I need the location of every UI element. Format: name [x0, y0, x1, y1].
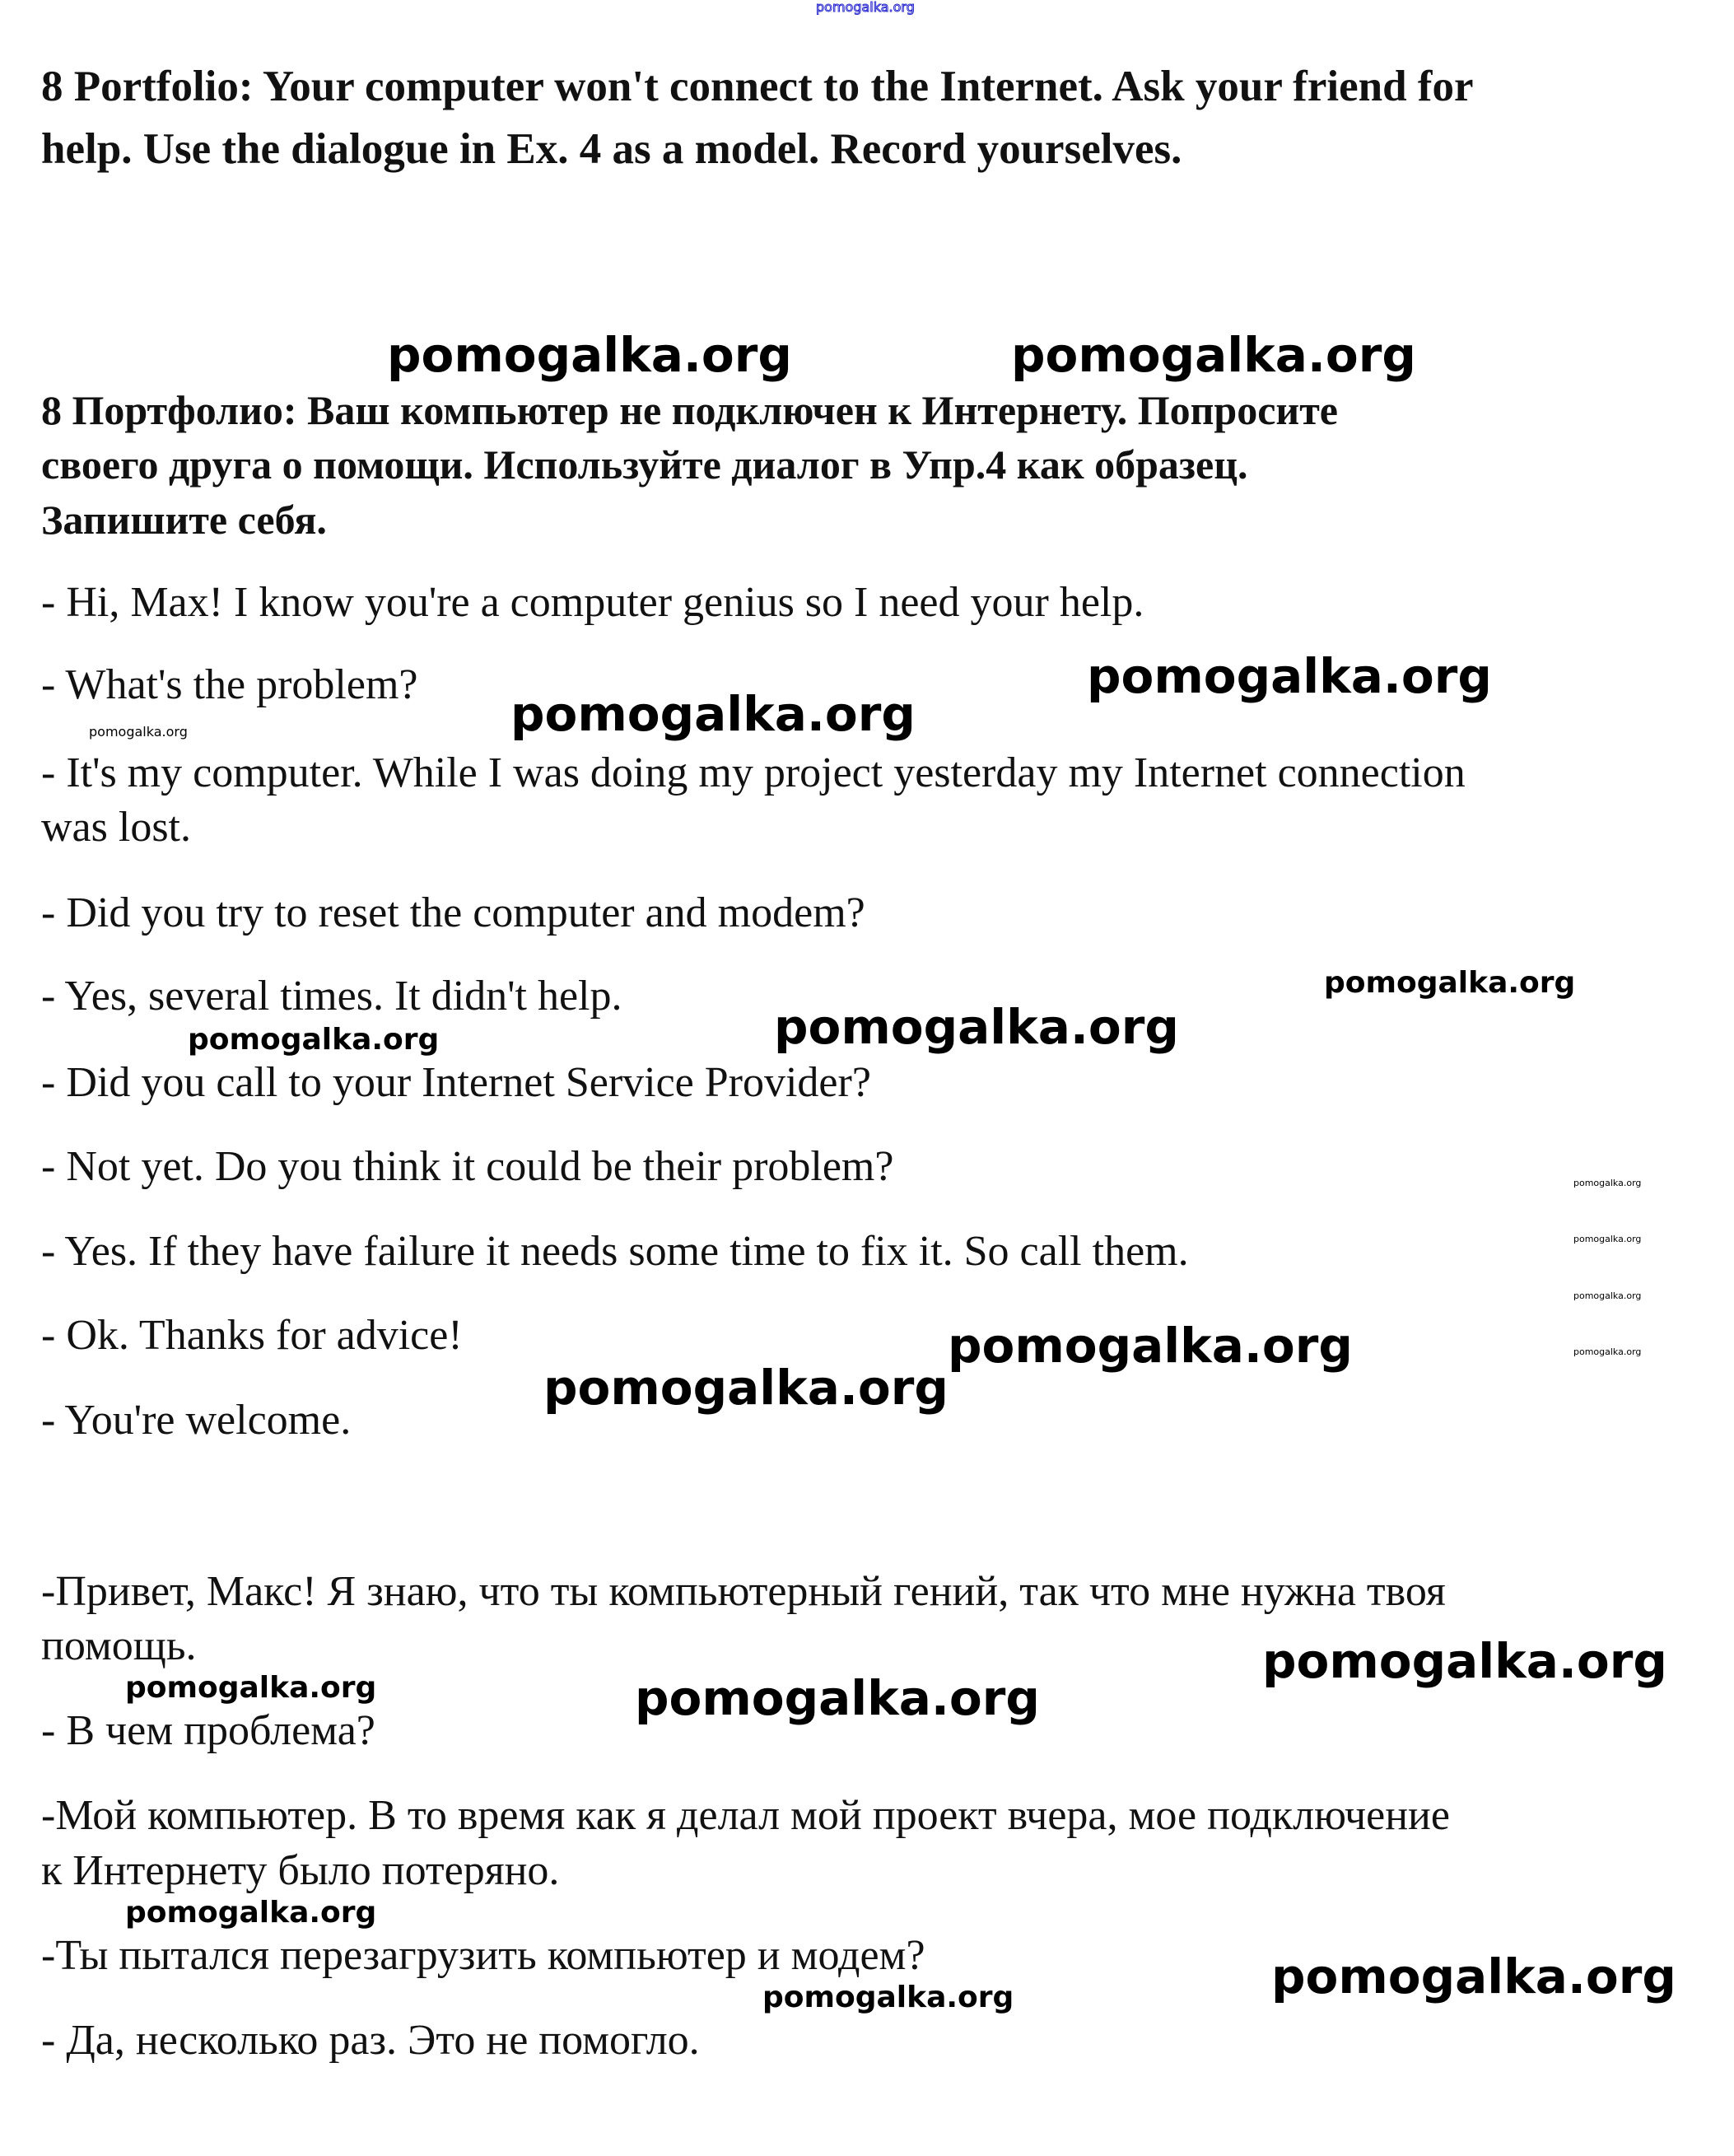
watermark: pomogalka.org: [948, 1318, 1353, 1374]
dialogue-line-ru: - В чем проблема?: [41, 1707, 375, 1754]
watermark: pomogalka.org: [1573, 1234, 1642, 1244]
dialogue-line: - Hi, Max! I know you're a computer genius so I need your help.: [41, 579, 1144, 626]
watermark: pomogalka.org: [1271, 1948, 1676, 2004]
dialogue-line: - Yes, several times. It didn't help.: [41, 973, 622, 1020]
dialogue-line-ru: помощь.: [41, 1622, 197, 1669]
task-heading-ru-line: своего друга о помощи. Используйте диалог в Упр.4 как образец.: [41, 441, 1248, 488]
dialogue-line: - You're welcome.: [41, 1397, 352, 1444]
dialogue-line: - Yes. If they have failure it needs some time to fix it. So call them.: [41, 1228, 1189, 1275]
watermark: pomogalka.org: [1011, 327, 1416, 383]
dialogue-line-ru: к Интернету было потеряно.: [41, 1847, 560, 1894]
dialogue-line: - Not yet. Do you think it could be their problem?: [41, 1143, 894, 1190]
watermark: pomogalka.org: [635, 1670, 1040, 1726]
watermark: pomogalka.org: [543, 1360, 949, 1416]
watermark: pomogalka.org: [125, 1671, 377, 1705]
watermark: pomogalka.org: [89, 724, 188, 740]
dialogue-line: - Did you call to your Internet Service Provider?: [41, 1059, 871, 1106]
dialogue-line: was lost.: [41, 804, 191, 851]
task-heading-en-line: 8 Portfolio: Your computer won't connect to the Internet. Ask your friend for: [41, 63, 1474, 110]
dialogue-line: - It's my computer. While I was doing my project yesterday my Internet connection: [41, 749, 1466, 796]
watermark: pomogalka.org: [510, 686, 916, 742]
watermark: pomogalka.org: [816, 0, 915, 15]
watermark: pomogalka.org: [1324, 966, 1576, 1000]
watermark: pomogalka.org: [1573, 1290, 1642, 1301]
dialogue-line: - Did you try to reset the computer and modem?: [41, 889, 865, 936]
watermark: pomogalka.org: [1262, 1633, 1667, 1689]
dialogue-line: - Ok. Thanks for advice!: [41, 1312, 463, 1359]
watermark: pomogalka.org: [125, 1896, 377, 1930]
task-heading-ru-line: 8 Портфолио: Ваш компьютер не подключен к Интернету. Попросите: [41, 387, 1338, 433]
dialogue-line-ru: -Привет, Макс! Я знаю, что ты компьютерный гений, так что мне нужна твоя: [41, 1568, 1446, 1615]
dialogue-line-ru: -Ты пытался перезагрузить компьютер и модем?: [41, 1932, 925, 1979]
dialogue-line: - What's the problem?: [41, 661, 418, 708]
watermark: pomogalka.org: [1573, 1178, 1642, 1188]
task-heading-ru-line: Запишите себя.: [41, 497, 327, 543]
watermark: pomogalka.org: [1087, 648, 1492, 704]
dialogue-line-ru: -Мой компьютер. В то время как я делал мой проект вчера, мое подключение: [41, 1792, 1450, 1839]
watermark: pomogalka.org: [762, 1981, 1014, 2014]
watermark: pomogalka.org: [387, 327, 792, 383]
task-heading-en-line: help. Use the dialogue in Ex. 4 as a model. Record yourselves.: [41, 125, 1182, 173]
watermark: pomogalka.org: [1573, 1346, 1642, 1357]
dialogue-line-ru: - Да, несколько раз. Это не помогло.: [41, 2017, 700, 2064]
watermark: pomogalka.org: [774, 999, 1179, 1055]
watermark: pomogalka.org: [188, 1023, 440, 1057]
